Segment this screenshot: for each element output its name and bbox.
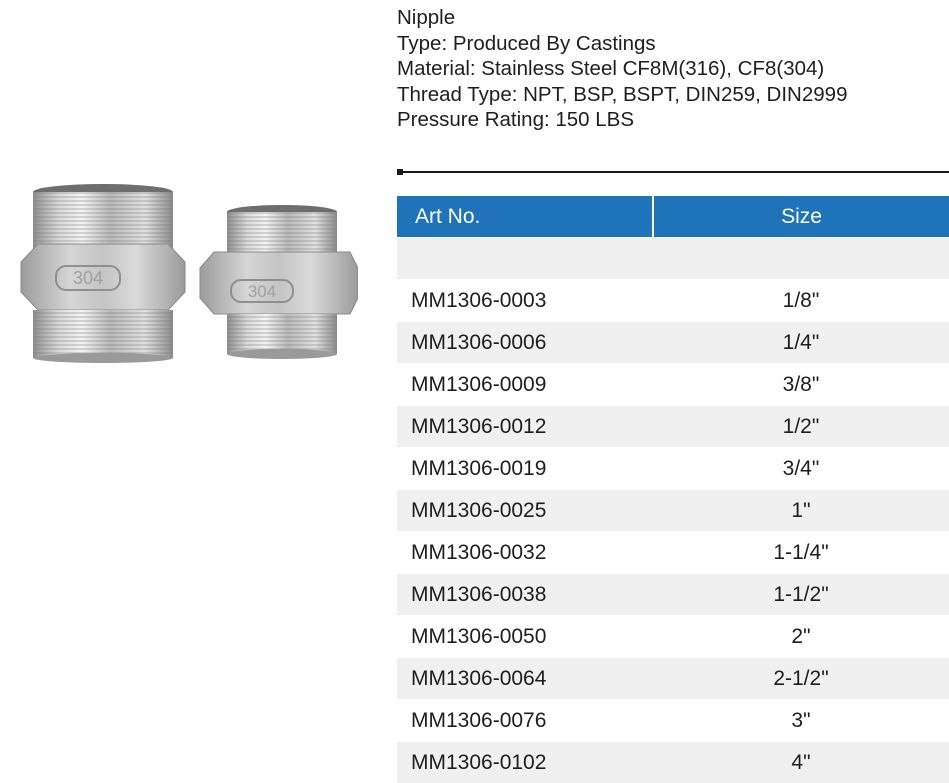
art-number-cell: MM1306-0076 <box>397 700 653 742</box>
art-number-cell: MM1306-0038 <box>397 574 653 616</box>
divider-line <box>403 171 949 173</box>
art-number-cell: MM1306-0012 <box>397 406 653 448</box>
art-number-cell: MM1306-0050 <box>397 616 653 658</box>
product-image <box>18 180 358 370</box>
art-number-cell: MM1306-0032 <box>397 532 653 574</box>
product-pressure-rating: Pressure Rating: 150 LBS <box>397 107 949 133</box>
header-art-no: Art No. <box>397 196 653 238</box>
header-size: Size <box>653 196 949 238</box>
small-nipple-mark: 304 <box>248 282 276 301</box>
table-row <box>397 364 949 406</box>
art-number-cell: MM1306-0025 <box>397 490 653 532</box>
size-cell: 4" <box>653 742 949 783</box>
table-row <box>397 322 949 364</box>
product-name: Nipple <box>397 5 949 31</box>
art-number-cell: MM1306-0003 <box>397 280 653 322</box>
table-spacer-row <box>397 238 949 280</box>
parts-table <box>397 196 949 783</box>
art-number-cell: MM1306-0102 <box>397 742 653 783</box>
size-cell: 1/8" <box>653 280 949 322</box>
art-number-cell: MM1306-0064 <box>397 658 653 700</box>
art-number-cell: MM1306-0019 <box>397 448 653 490</box>
small-nipple <box>200 205 358 359</box>
art-number-cell: MM1306-0009 <box>397 364 653 406</box>
size-cell: 2" <box>653 616 949 658</box>
size-cell: 2-1/2" <box>653 658 949 700</box>
size-cell: 1-1/4" <box>653 532 949 574</box>
size-cell: 1-1/2" <box>653 574 949 616</box>
size-cell: 3" <box>653 700 949 742</box>
size-cell: 3/4" <box>653 448 949 490</box>
table-body <box>397 238 949 783</box>
size-cell: 1/4" <box>653 322 949 364</box>
size-cell: 1" <box>653 490 949 532</box>
table-header-row <box>397 196 949 238</box>
large-nipple <box>21 184 185 363</box>
size-cell: 1/2" <box>653 406 949 448</box>
table-row <box>397 532 949 574</box>
table-row <box>397 616 949 658</box>
product-type: Type: Produced By Castings <box>397 31 949 57</box>
table-row <box>397 490 949 532</box>
product-thread-type: Thread Type: NPT, BSP, BSPT, DIN259, DIN2999 <box>397 82 949 108</box>
table-row <box>397 280 949 322</box>
section-divider <box>397 169 949 175</box>
art-number-cell: MM1306-0006 <box>397 322 653 364</box>
table-row <box>397 406 949 448</box>
table-row <box>397 700 949 742</box>
large-nipple-mark: 304 <box>73 268 103 288</box>
table-row <box>397 574 949 616</box>
table-row <box>397 658 949 700</box>
product-material: Material: Stainless Steel CF8M(316), CF8(304) <box>397 56 949 82</box>
table-row <box>397 448 949 490</box>
table-row <box>397 742 949 783</box>
size-cell: 3/8" <box>653 364 949 406</box>
product-specs <box>397 5 949 133</box>
